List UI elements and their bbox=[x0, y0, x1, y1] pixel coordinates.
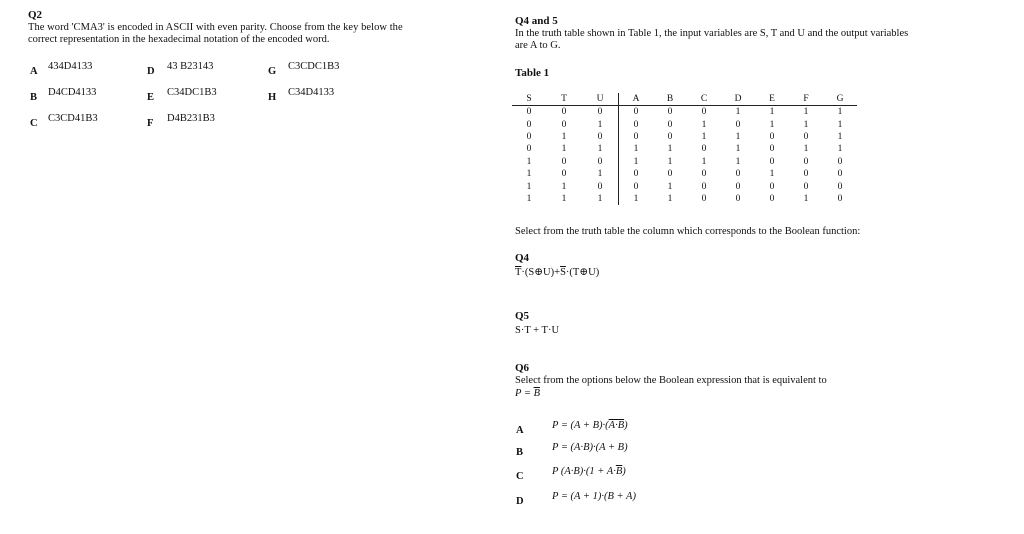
q4-expression bbox=[515, 266, 599, 278]
q6-option-expression bbox=[552, 442, 628, 453]
q2-option-value: 43 B23143 bbox=[167, 61, 214, 72]
truth-table-cell: 0 bbox=[803, 131, 809, 142]
q6-option-expr-part: P = (A + B)·( bbox=[552, 420, 609, 431]
select-instruction: Select from the truth table the column which corresponds to the Boolean function: bbox=[515, 226, 861, 237]
col-header: U bbox=[582, 93, 619, 106]
q5-title: Q5 bbox=[515, 310, 530, 322]
col-header: C bbox=[687, 93, 721, 106]
truth-table-cell: 1 bbox=[803, 107, 809, 118]
truth-table-cell: 1 bbox=[667, 181, 673, 192]
col-header: G bbox=[823, 93, 857, 106]
truth-table-cell: 0 bbox=[701, 169, 707, 180]
truth-table-body bbox=[512, 106, 857, 206]
q2-option-d[interactable] bbox=[147, 61, 214, 79]
truth-table-cell: 0 bbox=[701, 193, 707, 204]
q2-option-value: C34DC1B3 bbox=[167, 87, 217, 98]
q6-target-var: $\overline{B}$ bbox=[533, 388, 540, 399]
q6-option-letter: A bbox=[516, 425, 524, 436]
truth-table-row bbox=[512, 193, 857, 205]
q2-option-value: 434D4133 bbox=[48, 61, 93, 72]
q2-option-value: D4B231B3 bbox=[167, 113, 215, 124]
col-header: T bbox=[546, 93, 582, 106]
truth-table-cell: 0 bbox=[667, 169, 673, 180]
q4-expr-part: $\overline{S}$ bbox=[560, 267, 566, 278]
truth-table-cell: 0 bbox=[561, 119, 567, 130]
truth-table-cell: 1 bbox=[735, 131, 741, 142]
truth-table-cell: 0 bbox=[667, 107, 673, 118]
truth-table-cell: 0 bbox=[769, 193, 775, 204]
q2-option-b[interactable] bbox=[30, 87, 97, 105]
truth-table-cell: 0 bbox=[561, 156, 567, 167]
q6-option-expression bbox=[552, 466, 626, 477]
truth-table-cell: 1 bbox=[619, 193, 654, 205]
truth-table-cell: 1 bbox=[701, 131, 707, 142]
q2-option-value: D4CD4133 bbox=[48, 87, 97, 98]
truth-table-cell: 0 bbox=[769, 181, 775, 192]
q4-title: Q4 bbox=[515, 252, 530, 264]
truth-table-cell: 0 bbox=[597, 107, 603, 118]
truth-table-cell: 1 bbox=[561, 181, 567, 192]
truth-table-cell: 0 bbox=[769, 144, 775, 155]
truth-table-cell: 0 bbox=[837, 156, 843, 167]
col-header: E bbox=[755, 93, 789, 106]
q6-option-expr-part: $\overline{B}$ bbox=[615, 466, 623, 477]
col-header: S bbox=[512, 93, 546, 106]
truth-table-cell: 1 bbox=[701, 119, 707, 130]
truth-table-cell: 1 bbox=[597, 193, 603, 204]
truth-table bbox=[512, 93, 857, 205]
q6-title: Q6 bbox=[515, 362, 530, 374]
truth-table-cell: 1 bbox=[667, 144, 673, 155]
truth-table-cell: 0 bbox=[561, 169, 567, 180]
truth-table-cell: 1 bbox=[735, 144, 741, 155]
truth-table-cell: 0 bbox=[561, 107, 567, 118]
truth-table-cell: 0 bbox=[526, 107, 532, 118]
truth-table-cell: 0 bbox=[667, 119, 673, 130]
q4-expr-part: $\overline{T}$ bbox=[515, 267, 522, 278]
q6-option-expr-part: ) bbox=[622, 466, 626, 477]
truth-table-cell: 0 bbox=[803, 181, 809, 192]
truth-table-cell: 1 bbox=[619, 156, 654, 168]
truth-table-cell: 1 bbox=[769, 119, 775, 130]
truth-table-cell: 0 bbox=[769, 156, 775, 167]
truth-table-cell: 1 bbox=[803, 144, 809, 155]
q6-target-lhs: P = bbox=[515, 388, 534, 399]
truth-table-cell: 0 bbox=[526, 144, 532, 155]
q2-option-value: C34D4133 bbox=[288, 87, 335, 98]
q2-option-letter: H bbox=[268, 92, 277, 103]
q2-option-h[interactable] bbox=[268, 87, 335, 105]
q45-title: Q4 and 5 bbox=[515, 15, 558, 27]
truth-table-cell: 1 bbox=[597, 144, 603, 155]
q6-question-line-1: Select from the options below the Boolean expression that is equivalent to bbox=[515, 375, 827, 386]
truth-table-cell: 0 bbox=[735, 119, 741, 130]
q6-option-d[interactable] bbox=[516, 491, 636, 509]
truth-table-cell: 0 bbox=[526, 119, 532, 130]
q2-option-letter: F bbox=[147, 118, 154, 129]
truth-table-cell: 1 bbox=[619, 143, 654, 155]
q2-option-letter: E bbox=[147, 92, 155, 103]
q2-question-line-1: The word 'CMA3' is encoded in ASCII with even parity. Choose from the key below the bbox=[28, 22, 403, 33]
truth-table-cell: 1 bbox=[837, 107, 843, 118]
truth-table-cell: 1 bbox=[667, 156, 673, 167]
truth-table-cell: 1 bbox=[837, 119, 843, 130]
q2-option-g[interactable] bbox=[268, 61, 340, 79]
q6-option-expr-part: P = (A·B)·(A + B) bbox=[552, 442, 628, 453]
truth-table-cell: 1 bbox=[837, 131, 843, 142]
q6-option-expression bbox=[552, 491, 636, 502]
q2-option-letter: D bbox=[147, 66, 155, 77]
q6-option-letter: D bbox=[516, 496, 524, 507]
truth-table-cell: 0 bbox=[597, 156, 603, 167]
truth-table-cell: 1 bbox=[526, 193, 532, 204]
truth-table-row bbox=[512, 131, 857, 143]
truth-table-wrapper bbox=[512, 93, 857, 205]
q6-option-letter: B bbox=[516, 447, 524, 458]
table-label: Table 1 bbox=[515, 67, 550, 79]
truth-table-cell: 1 bbox=[735, 107, 741, 118]
truth-table-cell: 1 bbox=[667, 193, 673, 204]
q6-option-a[interactable] bbox=[516, 420, 628, 438]
truth-table-cell: 0 bbox=[619, 131, 654, 143]
truth-table-cell: 1 bbox=[769, 169, 775, 180]
truth-table-row bbox=[512, 180, 857, 192]
q2-option-letter: B bbox=[30, 92, 38, 103]
truth-table-cell: 0 bbox=[837, 169, 843, 180]
truth-table-cell: 0 bbox=[769, 131, 775, 142]
q45-question-line-2: are A to G. bbox=[515, 40, 561, 51]
q5-expression: S·T + T·U bbox=[515, 325, 560, 336]
truth-table-row bbox=[512, 118, 857, 130]
q2-option-letter: G bbox=[268, 66, 277, 77]
q2-option-e[interactable] bbox=[147, 87, 217, 105]
truth-table-cell: 1 bbox=[526, 156, 532, 167]
truth-table-cell: 1 bbox=[561, 131, 567, 142]
truth-table-cell: 1 bbox=[701, 156, 707, 167]
truth-table-cell: 0 bbox=[701, 107, 707, 118]
q2-option-letter: C bbox=[30, 118, 38, 129]
truth-table-cell: 0 bbox=[701, 181, 707, 192]
q6-option-expr-part: ) bbox=[624, 420, 628, 431]
truth-table-cell: 1 bbox=[769, 107, 775, 118]
truth-table-cell: 0 bbox=[526, 131, 532, 142]
q2-option-f[interactable] bbox=[147, 113, 215, 131]
truth-table-cell: 1 bbox=[561, 193, 567, 204]
q2-question-line-2: correct representation in the hexadecimal notation of the encoded word. bbox=[28, 34, 330, 45]
q4-expr-part: ·(T⊕U) bbox=[565, 267, 600, 278]
truth-table-cell: 1 bbox=[803, 193, 809, 204]
truth-table-row bbox=[512, 168, 857, 180]
truth-table-cell: 0 bbox=[803, 169, 809, 180]
q6-option-expr-part: P = (A + 1)·(B + A) bbox=[552, 491, 636, 502]
truth-table-row bbox=[512, 143, 857, 155]
truth-table-cell: 0 bbox=[619, 106, 654, 119]
truth-table-cell: 0 bbox=[803, 156, 809, 167]
q2-option-c[interactable] bbox=[30, 113, 98, 131]
truth-table-row bbox=[512, 106, 857, 119]
truth-table-cell: 0 bbox=[619, 168, 654, 180]
col-header: A bbox=[619, 93, 654, 106]
truth-table-cell: 0 bbox=[619, 118, 654, 130]
truth-table-cell: 1 bbox=[735, 156, 741, 167]
col-header: F bbox=[789, 93, 823, 106]
q45-question-line-1: In the truth table shown in Table 1, the input variables are S, T and U and the output variables bbox=[515, 28, 909, 39]
truth-table-cell: 1 bbox=[597, 119, 603, 130]
truth-table-cell: 0 bbox=[837, 181, 843, 192]
truth-table-cell: 0 bbox=[619, 180, 654, 192]
truth-table-cell: 0 bbox=[667, 131, 673, 142]
truth-table-cell: 0 bbox=[735, 169, 741, 180]
col-header: D bbox=[721, 93, 755, 106]
truth-table-cell: 1 bbox=[561, 144, 567, 155]
q6-target-expression bbox=[515, 388, 540, 399]
truth-table-cell: 1 bbox=[597, 169, 603, 180]
q6-option-b[interactable] bbox=[516, 442, 628, 460]
truth-table-header-row bbox=[512, 93, 857, 106]
truth-table-cell: 1 bbox=[837, 144, 843, 155]
truth-table-cell: 0 bbox=[735, 181, 741, 192]
truth-table-cell: 0 bbox=[701, 144, 707, 155]
truth-table-cell: 1 bbox=[803, 119, 809, 130]
q2-option-a[interactable] bbox=[30, 61, 93, 79]
q6-option-expression bbox=[552, 420, 628, 431]
q2-option-value: C3CDC1B3 bbox=[288, 61, 340, 72]
q4-expr-part: ·(S⊕U)+ bbox=[521, 267, 561, 278]
truth-table-cell: 0 bbox=[597, 181, 603, 192]
q6-option-expr-part: P (A·B)·(1 + A· bbox=[552, 466, 616, 477]
truth-table-cell: 1 bbox=[526, 169, 532, 180]
truth-table-cell: 0 bbox=[597, 131, 603, 142]
q6-option-letter: C bbox=[516, 471, 524, 482]
col-header: B bbox=[653, 93, 687, 106]
truth-table-row bbox=[512, 156, 857, 168]
q2-option-value: C3CD41B3 bbox=[48, 113, 98, 124]
q2-option-letter: A bbox=[30, 66, 38, 77]
truth-table-cell: 0 bbox=[735, 193, 741, 204]
truth-table-cell: 1 bbox=[526, 181, 532, 192]
q6-option-expr-part: A·B bbox=[608, 420, 625, 431]
truth-table-cell: 0 bbox=[837, 193, 843, 204]
q2-title: Q2 bbox=[28, 9, 43, 21]
